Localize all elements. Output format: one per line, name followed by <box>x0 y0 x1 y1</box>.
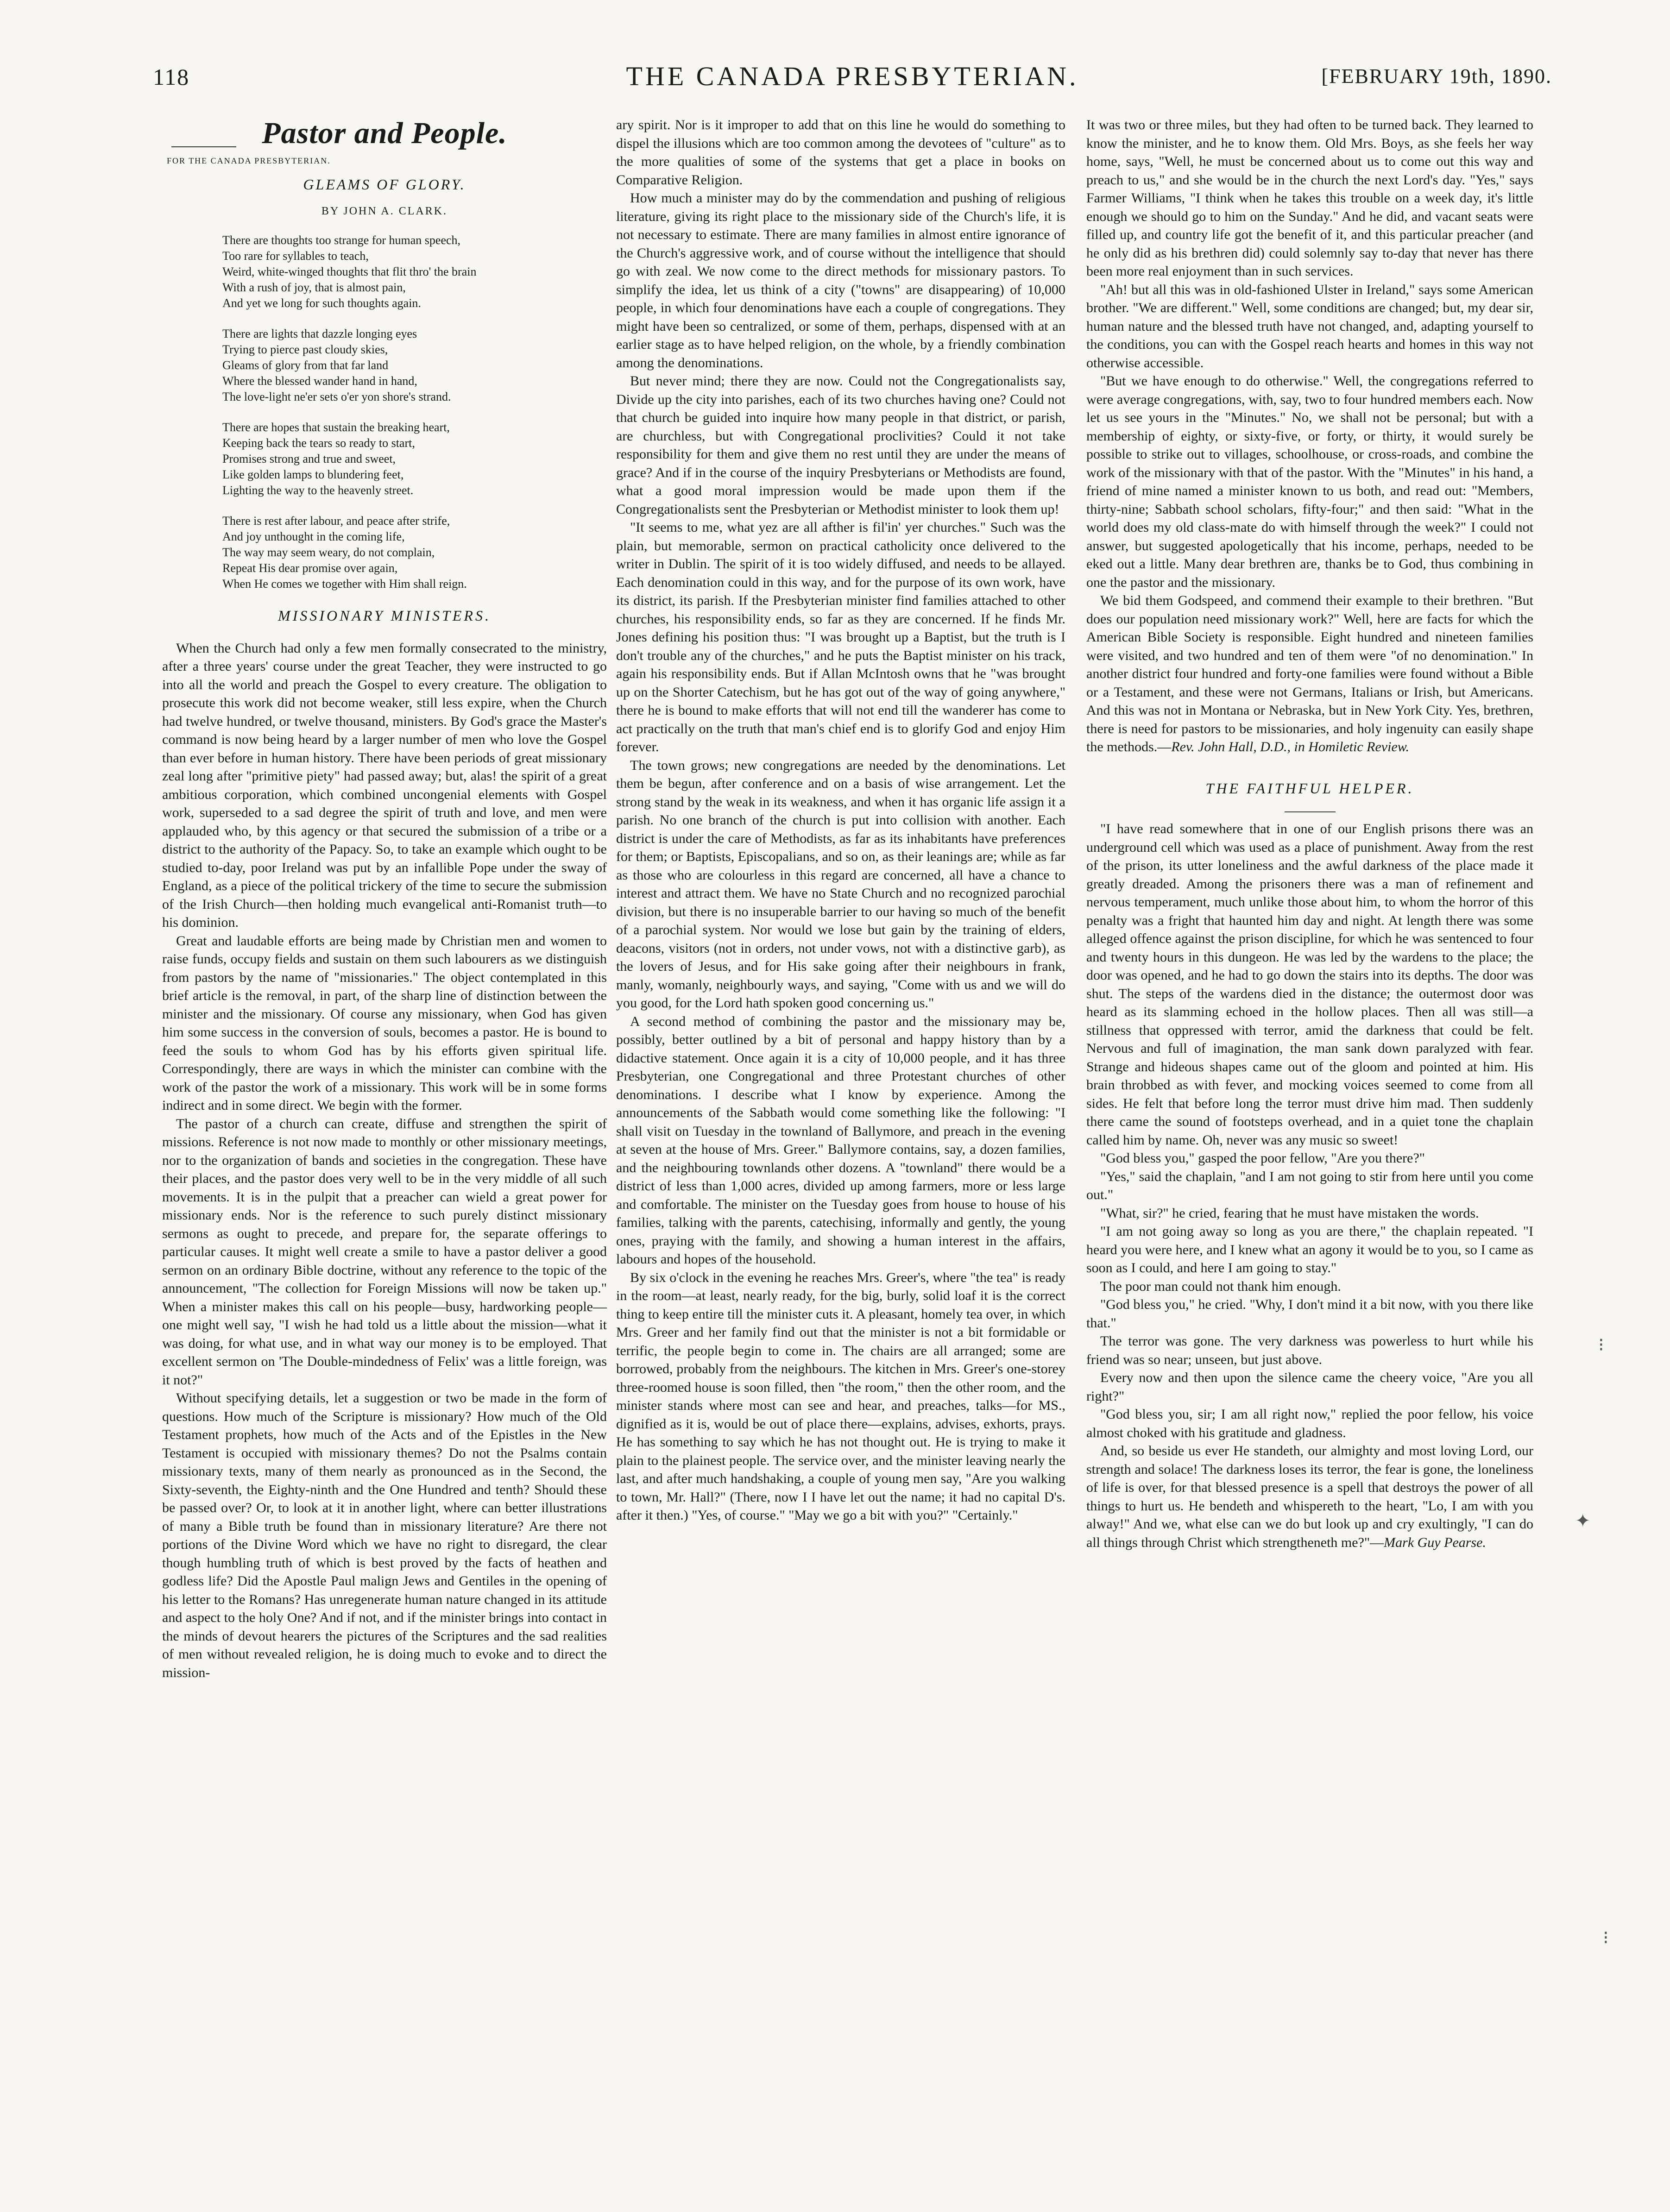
article-attribution: Rev. John Hall, D.D., in Homiletic Review. <box>1171 739 1410 754</box>
poem-line: Lighting the way to the heavenly street. <box>222 484 414 497</box>
poem-line: There are thoughts too strange for human speech, <box>222 233 461 247</box>
article-paragraph: It was two or three miles, but they had often to be turned back. They learned to know the minister, and he to know them. Old Mrs. Boys, as she feels her way home, says, "Well, he must be concerned about us to come out this way and preach to us," and she would be in the church the next Lord's day. "Yes," says Farmer Williams, "I think when he takes this trouble on a week day, it's little enough we should go to him on the Sunday." And he did, and vacant seats were filled up, and country life got the benefit of it, and this particular preacher (and he only did as his brethren did) could solemnly say to-day that never has there been more real enjoyment than in such services. <box>1086 117 1533 279</box>
poem-stanza <box>222 420 607 498</box>
masthead <box>153 58 1552 95</box>
poem-line: The love-light ne'er sets o'er yon shore's strand. <box>222 390 451 403</box>
poem-stanza <box>222 513 607 592</box>
divider <box>171 146 236 147</box>
poem-line: When He comes we together with Him shall reign. <box>222 577 467 591</box>
poem-line: Weird, white-winged thoughts that flit thro' the brain <box>222 265 477 278</box>
article-paragraph: "God bless you," he cried. "Why, I don't mind it a bit now, with you there like that." <box>1086 1297 1533 1331</box>
article-paragraph-text: We bid them Godspeed, and commend their example to their brethren. "But does our population need missionary work?" Well, here are facts for which the American Bible Society is responsible. Eight hundred and nineteen families were visited, and two hundred and ten of them were "of no denomination." In another district four hundred and forty-one families were found without a Bible or a Testament, and these were not Germans, Italians or Irish, but Americans. And this was not in Montana or Nebraska, but in New York City. Yes, brethren, there is need for pastors to be missionaries, and holy ingenuity can easily shape the methods.— <box>1086 593 1533 754</box>
article-paragraph: When the Church had only a few men formally consecrated to the ministry, after a three years' course under the great Teacher, they were instructed to go into all the world and preach the Gospel to every creature. The obligation to prosecute this work did not become weaker, still less expire, when the Church had twelve hundred, or twelve thousand, ministers. By God's grace the Master's command is now being heard by a larger number of men who love the Gospel than ever before in human history. There have been periods of great missionary zeal long after "primitive piety" had passed away; but, alas! the spirit of a great ambitious corporation, which combined uncongenial elements with Gospel work, superseded to a sad degree the spirit of truth and love, and men were applauded who, by this agency or that secured the submission of a tribe or a district to the authority of the Papacy. So, to take an example which ought to be studied to-day, poor Ireland was put by an infallible Pope under the sway of England, as a piece of the political trickery of the time to secure the submission of the Irish Church—then holding much evangelical anti-Romanist truth—to his dominion. <box>162 640 607 930</box>
poem-author: BY JOHN A. CLARK. <box>321 205 448 217</box>
margin-mark: ✦ <box>1575 1510 1591 1531</box>
poem-line: Too rare for syllables to teach, <box>222 249 369 263</box>
article-paragraph: Without specifying details, let a suggestion or two be made in the form of questions. How much of the Scripture is missionary? How much of the Old Testament prophets, how much of the Acts and of the Epistles in the New Testament is occupied with missionary themes? Do not the Psalms contain missionary texts, many of them nearly as pronounced as in the Second, the Sixty-seventh, the Eighty-ninth and the One Hundred and tenth? Should these be passed over? Or, to look at it in another light, where can better illustrations of many a Bible truth be found than in missionary literature? Are there not portions of the Divine Word which we have no right to disregard, the clear though humbling truth of which is best proved by the facts of heathen and godless life? Did the Apostle Paul malign Jews and Gentiles in the opening of his letter to the Romans? Has unregenerate human nature changed in its attitude and aspect to the holy One? And if not, and if the minister brings into contact in the minds of devout hearers the pictures of the Scriptures and the sad realities of men without revealed religion, he is doing much to evoke and to direct the mission- <box>162 1390 607 1680</box>
article-title: THE FAITHFUL HELPER. <box>1205 779 1414 797</box>
page-number: 118 <box>153 64 190 90</box>
article-paragraph <box>1086 591 1533 756</box>
article-title: MISSIONARY MINISTERS. <box>278 607 491 624</box>
article-paragraph: The poor man could not thank him enough. <box>1100 1278 1341 1294</box>
poem-line: And yet we long for such thoughts again. <box>222 296 421 310</box>
article-paragraph: A second method of combining the pastor and the missionary may be, possibly, better outlined by a bit of personal and happy history than by a didactive statement. Once again it is a city of 10,000 people, and it has three Presbyterian, one Congregational and three Protestant churches of other denominations. I describe what I know by experience. Among the announcements of the Sabbath would come something like the following: "I shall visit on Tuesday in the townland of Ballymore, and preach in the evening at seven at the house of Mrs. Greer." Ballymore contains, say, a dozen families, and the neighbouring townlands other dozens. A "townland" there would be a district of less than 1,000 acres, divided up among farmers, more or less large and comfortable. The minister on the Tuesday goes from house to house of his families, talking with the parents, catechising, informally and gently, the young ones, praying with the family, and showing a human interest in the affairs, labours and hopes of the household. <box>616 1013 1065 1267</box>
poem-line: Like golden lamps to blundering feet, <box>222 468 404 481</box>
article-paragraph: ary spirit. Nor is it improper to add that on this line he would do something to dispel the illusions which are too common among the devotees of "culture" as to the more qualities of some of the systems that get a place in books on Comparative Religion. <box>616 117 1065 188</box>
poem-line: With a rush of joy, that is almost pain, <box>222 281 406 294</box>
margin-marks <box>1575 1334 1649 2005</box>
article-paragraph: How much a minister may do by the commendation and pushing of religious literature, giving its right place to the missionary side of the Church's life, it is not necessary to estimate. There are many families in almost entire ignorance of the Church's aggressive work, and of course without the intelligence that should go with zeal. We now come to the direct methods for missionary pastors. To simplify the idea, let us think of a city ("towns" are disappearing) of 10,000 people, in which four denominations have each a couple of congregations. They might have been so centralized, or some of them, perhaps, dispensed with at an earlier stage as to have helped religion, on the whole, by a friendly combination among the denominations. <box>616 190 1065 371</box>
poem-line: Where the blessed wander hand in hand, <box>222 374 417 388</box>
poem-title: GLEAMS OF GLORY. <box>303 176 466 193</box>
paper-title: THE CANADA PRESBYTERIAN. <box>626 61 1079 91</box>
poem-line: There are lights that dazzle longing eyes <box>222 327 417 340</box>
article-paragraph: Great and laudable efforts are being made by Christian men and women to raise funds, occupy fields and sustain on them such labourers as we distinguish from pastors by the name of "missionaries." The object contemplated in this brief article is the removal, in part, of the sharp line of distinction between the minister and the missionary. Of course any missionary, when God has given him some success in the conversion of souls, becomes a pastor. He is bound to feed the souls to whom God has by his efforts given spiritual life. Correspondingly, there are ways in which the minister can combine with the work of the pastor the work of a missionary. This work will be in some forms indirect and in some direct. We begin with the former. <box>162 933 607 1113</box>
article-paragraph: "God bless you," gasped the poor fellow, "Are you there?" <box>1100 1150 1425 1166</box>
article-paragraph <box>1086 1442 1533 1552</box>
article-paragraph: Every now and then upon the silence came the cheery voice, "Are you all right?" <box>1086 1370 1533 1404</box>
article-paragraph: "But we have enough to do otherwise." Well, the congregations referred to were average congregations, with, say, two to four hundred members each. Now let us see yours in the "Minutes." No, we shall not be personal; but with a membership of eighty, or sixty-five, or forty, or thirty, it would surely be possible to strike out to villages, schoolhouse, or cross-roads, and combine the work of the missionary with that of the pastor. With the "Minutes" in his hand, a friend of mine named a minister known to us both, and read out: "Members, thirty-nine; Sabbath school scholars, fifty-four;" and then said: "What in the world does my old class-mate do with himself through the week?" I could not answer, but suggested apologetically that his income, perhaps, needed to be eked out a little. Many dear brethren are, thanks be to God, thus combining in one the pastor and the missionary. <box>1086 373 1533 590</box>
article-paragraph: By six o'clock in the evening he reaches Mrs. Greer's, where "the tea" is ready in the room—at least, nearly ready, for the big, burly, solid loaf it is the correct thing to keep entire till the minister cuts it. A pleasant, homely tea over, in which Mrs. Greer and her family find out that the minister is not a bit formidable or terrific, the people begin to come in. The chairs are all arranged; some are borrowed, probably from the neighbours. The kitchen in Mrs. Greer's one-storey three-roomed house is soon filled, then "the room," then the other room, and the minister stands where most can see and hear, and preaches, talks—for MS., dignified as it is, would be out of place there—explains, advises, exhorts, prays. He has something to say which he has not thought out. He is trying to make it plain to the plainest people. The service over, and the minister leaving nearly the last, and after much handshaking, a couple of young men say, "Are you walking to town, Mr. Hall?" (There, now I I have let out the name; it had no capital D's. after it then.) "Yes, of course." "May we go a bit with you?" "Certainly." <box>616 1269 1065 1523</box>
article-paragraph: The pastor of a church can create, diffuse and strengthen the spirit of missions. Reference is not now made to monthly or other missionary meetings, nor to the organization of bands and societies in the congregation. These have their places, and the pastor does very well to be in the very middle of all such movements. It is in the pulpit that a preacher can wield a great power for missionary ends. Nor is the reference to such purely distinct missionary sermons as ought to precede, and prepare for, the separate offerings to particular causes. It might well create a smile to have a pastor deliver a good sermon on an ordinary Bible doctrine, without any reference to the topic of the announcement, "The collection for Foreign Missions will now be taken up." When a minister makes this call on his people—busy, hardworking people—one might well say, "I wish he had told us a little about the mission—what it was doing, for what use, and in what way our money is to be employed. That excellent sermon on 'The Double-mindedness of Felix' was a little foreign, was it not?" <box>162 1116 607 1388</box>
article-paragraph: The terror was gone. The very darkness was powerless to hurt while his friend was so near; unseen, but just above. <box>1086 1333 1533 1367</box>
column-3 <box>1086 116 1533 1552</box>
article-paragraph: "God bless you, sir; I am all right now," replied the poor fellow, his voice almost choked with his gratitude and gladness. <box>1086 1407 1533 1440</box>
article-paragraph: "Ah! but all this was in old-fashioned Ulster in Ireland," says some American brother. "We are different." Well, some conditions are changed; but, my dear sir, human nature and the blessed truth have not changed, and, adapting yourself to the conditions, you can with the Gospel reach hearts and homes in this way not otherwise accessible. <box>1086 282 1533 371</box>
poem-line: There is rest after labour, and peace after strife, <box>222 514 450 528</box>
poem-line: Promises strong and true and sweet, <box>222 452 396 465</box>
article-paragraph: The town grows; new congregations are needed by the denominations. Let them be begun, after conference and on a basis of wise arrangement. Let the strong stand by the weak in its weakness, and when it has organic life assign it a parish. No one branch of the church is put into collision with another. Each district is under the care of Methodists, as far as its inhabitants have preferences for them; or Baptists, Episcopalians, and so on, as their leanings are; while as far as those who are colourless in this regard are concerned, all have a chance to interest and attract them. We have no State Church and no recognized parochial division, but there is no insuperable barrier to our having so much of the benefit of a parochial system. Nor would we lose but gain by the training of elders, deacons, visitors (not in orders, not under vows, not with a distinctive garb), as the lovers of Jesus, and for His sake going after their neighbours in frank, manly, womanly, neighbourly ways, and saying, "Come with us and we will do you good, for the Lord hath spoken good concerning us." <box>616 757 1065 1011</box>
poem-line: Trying to pierce past cloudy skies, <box>222 343 388 356</box>
article-attribution: Mark Guy Pearse. <box>1384 1534 1486 1550</box>
poem-stanza <box>222 326 607 405</box>
article-paragraph: "It seems to me, what yez are all afther is fil'in' yer churches." Such was the plain, but memorable, sermon on practical catholicity once delivered to the writer in Dublin. The spirit of it is too widely diffused, and needs to be allayed. Each denomination could in this way, and for the purpose of its own work, have its district, its parish. If the Presbyterian minister find families attached to other churches, his responsibility ends, so far as they are concerned. If he finds Mr. Jones defining his position thus: "I was brought up a Baptist, but the truth is I don't trouble any of the churches," and he puts the Baptist minister on his track, again his responsibility ends. But if Allan McIntosh owns that he "was brought up on the Shorter Catechism, but he has got out of the way of going anywhere," there he is bound to make efforts that will not end till the wanderer has come to act practically on the truth that man's chief end is to glorify God and enjoy Him forever. <box>616 520 1065 754</box>
margin-mark: ⁝ <box>1603 1927 1609 1948</box>
column-1 <box>162 116 607 1682</box>
poem-line: The way may seem weary, do not complain, <box>222 546 435 559</box>
article-paragraph: "I am not going away so long as you are there," the chaplain repeated. "I heard you were here, and I knew what an agony it would be to you, so I came as soon as I could, and here I am going to stay." <box>1086 1224 1533 1276</box>
article-paragraph-text: And, so beside us ever He standeth, our almighty and most loving Lord, our strength and solace! The darkness loses its terror, the fear is gone, the loneliness of life is over, for that blessed presence is a spell that destroys the power of all things to hurt us. He bendeth and whispereth to the heart, "Lo, I am with you alway!" And we, what else can we do but look up and cry exultingly, "I can do all things through Christ which strengtheneth me?"— <box>1086 1443 1533 1550</box>
poem-stanza <box>222 233 607 311</box>
margin-mark: ⁝ <box>1598 1334 1604 1355</box>
column-2 <box>616 116 1065 1525</box>
issue-date: [FEBRUARY 19th, 1890. <box>1321 65 1552 88</box>
article-paragraph: "Yes," said the chaplain, "and I am not going to stir from here until you come out." <box>1086 1169 1533 1202</box>
poem-line: Keeping back the tears so ready to start, <box>222 436 415 450</box>
article-paragraph: "I have read somewhere that in one of our English prisons there was an underground cell which was used as a place of punishment. Away from the rest of the prison, its utter loneliness and the awful darkness of the place made it greatly dreaded. Among the prisoners there was a man of refinement and nervous temperament, much unlike those about him, to whom the horror of this penalty was a fright that haunted him day and night. At length there was some alleged offence against the prison discipline, for which he was sentenced to four and twenty hours in this dungeon. He was led by the wardens to the place; the door was opened, and he had to go down the stairs into its depths. The door was shut. The steps of the wardens died in the distance; the outermost door was heard as its slamming echoed in the hollow places. Then all was still—a stillness that oppressed with terror, amid the darkness that could be felt. Nervous and full of imagination, the man sank down paralyzed with fear. Strange and hideous shapes came out of the gloom and pointed at him. His brain throbbed as with fever, and mocking voices seemed to come from all sides. He felt that before long the terror must drive him mad. Then suddenly there came the sound of footsteps overhead, and in a quiet tone the chaplain called him by name. Oh, never was any music so sweet! <box>1086 821 1533 1148</box>
divider <box>1285 811 1336 812</box>
article-paragraph: "What, sir?" he cried, fearing that he must have mistaken the words. <box>1100 1205 1479 1221</box>
poem-line: There are hopes that sustain the breaking heart, <box>222 421 450 434</box>
poem-line: Repeat His dear promise over again, <box>222 561 398 575</box>
article-paragraph: But never mind; there they are now. Could not the Congregationalists say, Divide up the city into parishes, each of its two churches having one? Could not that church be guided into inquire how many people in that district, or parish, are churchless, but with Congregational proclivities? Could it not take responsibility for them and give them no rest until they are under the means of grace? And if in the course of the inquiry Presbyterians or Methodists are found, what a good moral impression would be made upon them if the Congregationalists sent the Presbyterian or Methodist minister to look them up! <box>616 373 1065 517</box>
section-credit: FOR THE CANADA PRESBYTERIAN. <box>167 156 331 165</box>
poem-line: And joy unthought in the coming life, <box>222 530 405 543</box>
poem-line: Gleams of glory from that far land <box>222 358 389 372</box>
section-title: Pastor and People. <box>262 116 507 150</box>
